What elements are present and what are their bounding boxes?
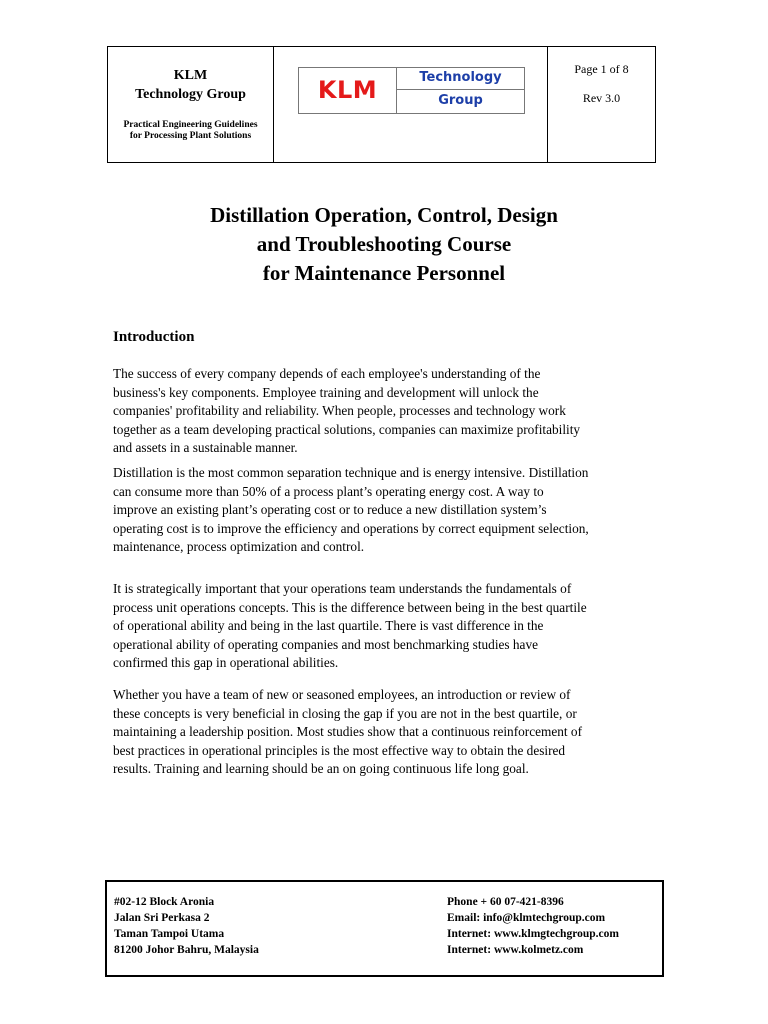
address-line: 81200 Johor Bahru, Malaysia (114, 944, 259, 956)
paragraph-line: Whether you have a team of new or seasoned employees, an introduction or review of (113, 687, 571, 702)
contact-website: Internet: www.kolmetz.com (447, 944, 584, 956)
contact-email: Email: info@klmtechgroup.com (447, 912, 606, 924)
logo-technology-text: Technology (397, 68, 524, 90)
contact-phone: Phone + 60 07-421-8396 (447, 896, 564, 908)
title-line1: Distillation Operation, Control, Design (210, 203, 558, 227)
revision: Rev 3.0 (582, 91, 621, 105)
paragraph-line: results. Training and learning should be an on going continuous life long goal. (113, 761, 529, 776)
header-org-cell (108, 47, 274, 162)
title-line2: and Troubleshooting Course (256, 232, 512, 256)
paragraph-line: of operational ability and being in the last quartile. There is vast difference in the (113, 618, 544, 633)
logo-klm-text: KLM (299, 68, 397, 113)
org-tagline (108, 120, 273, 142)
paragraph-line: maintaining a leadership position. Most studies show that a continuous reinforcement of (113, 724, 582, 739)
paragraph-line: business's key components. Employee training and development will unlock the (113, 384, 539, 400)
paragraph-line: It is strategically important that your operations team understands the fundamentals of (113, 581, 572, 596)
paragraph-line: Distillation is the most common separation technique and is energy intensive. Distillation (113, 465, 589, 480)
paragraph-line: companies' profitability and reliability. When people, processes and technology work (113, 403, 566, 418)
paragraph-line: best practices in operational principles is the most effective way to obtain the desired (113, 742, 566, 758)
paragraph-line: operating cost is to improve the efficiency and operations by correct equipment selection, (113, 520, 589, 536)
paragraph-line: and assets in a sustainable manner. (113, 440, 298, 455)
paragraph-line: these concepts is very beneficial in closing the gap if you are not in the best quartile, or (113, 705, 577, 721)
tagline-line2: for Processing Plant Solutions (129, 131, 252, 141)
document-header (107, 46, 656, 163)
klm-logo (298, 67, 525, 114)
header-meta-cell (548, 47, 655, 162)
paragraph-1 (113, 365, 673, 458)
org-name-line1: KLM (173, 68, 208, 83)
paragraph-line: process unit operations concepts. This is the difference between being in the best quartile (113, 599, 587, 615)
footer-address (114, 894, 259, 958)
address-line: #02-12 Block Aronia (114, 896, 215, 908)
document-title (0, 201, 768, 288)
paragraph-4 (113, 686, 673, 779)
logo-group-text: Group (438, 93, 483, 108)
paragraph-line: can consume more than 50% of a process plant’s operating energy cost. A way to (113, 483, 544, 499)
paragraph-line: improve an existing plant’s operating cost or to reduce a new distillation system’s (113, 502, 547, 517)
paragraph-line: together as a team developing practical solutions, companies can maximize profitability (113, 421, 581, 437)
paragraph-line: operational ability of operating companies and most benchmarking studies have (113, 636, 539, 652)
org-name-line2: Technology Group (135, 87, 246, 102)
paragraph-2 (113, 464, 673, 557)
tagline-line1: Practical Engineering Guidelines (123, 120, 258, 130)
address-line: Jalan Sri Perkasa 2 (114, 912, 210, 924)
page-number: Page 1 of 8 (574, 62, 629, 76)
section-heading: Introduction (113, 329, 195, 345)
document-footer (105, 880, 664, 977)
header-logo-cell (274, 47, 548, 162)
footer-contact (447, 894, 619, 958)
title-line3: for Maintenance Personnel (262, 261, 506, 285)
contact-website: Internet: www.klmgtechgroup.com (447, 928, 619, 940)
paragraph-3 (113, 580, 673, 673)
paragraph-line: The success of every company depends of each employee's understanding of the (113, 366, 541, 381)
paragraph-line: confirmed this gap in operational abilities. (113, 655, 339, 670)
paragraph-line: maintenance, process optimization and control. (113, 539, 365, 554)
address-line: Taman Tampoi Utama (114, 928, 225, 940)
